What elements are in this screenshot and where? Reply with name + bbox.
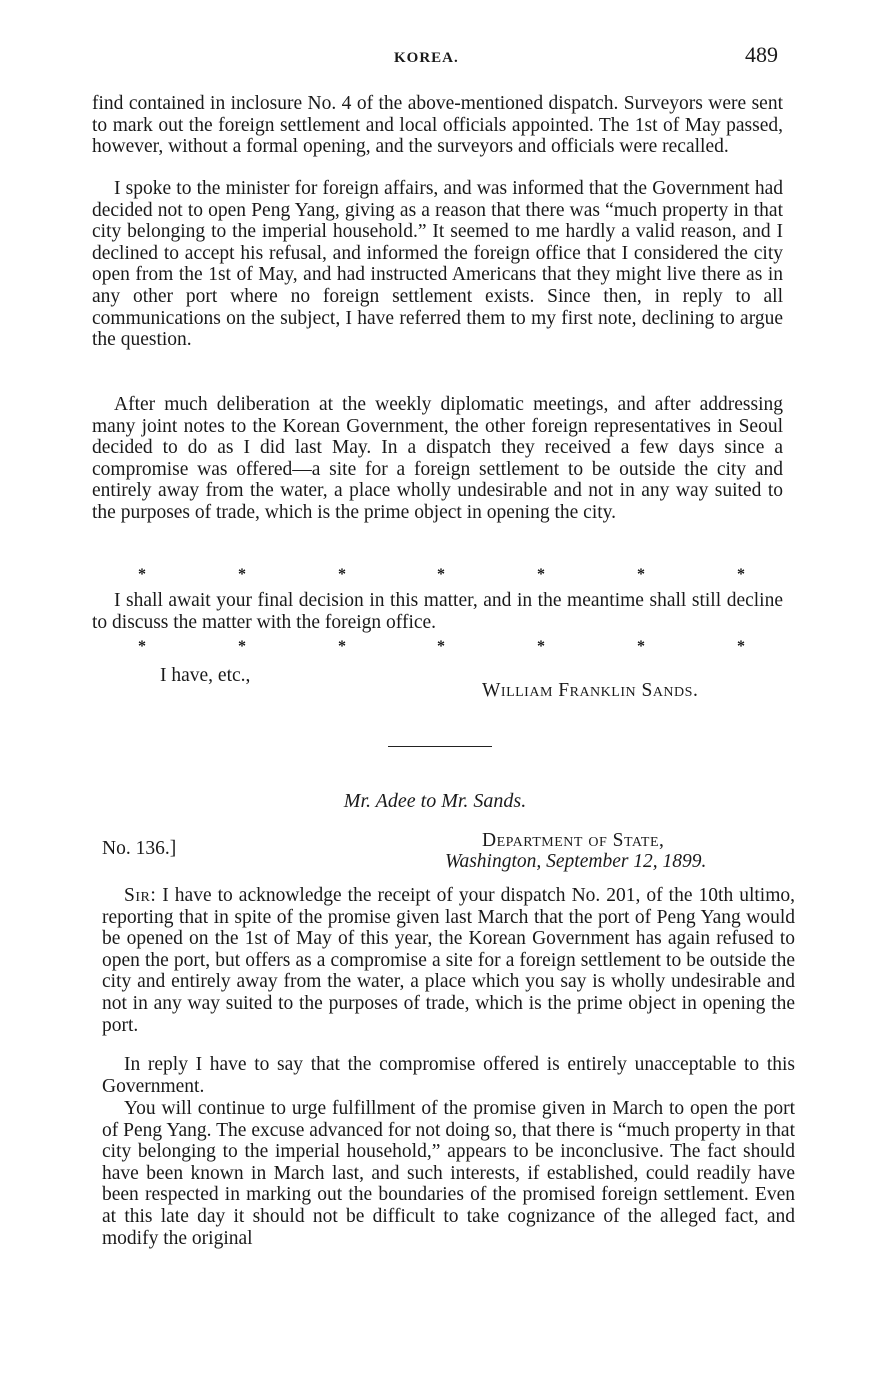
running-head bbox=[0, 42, 870, 72]
dispatch-one-paragraph-3 bbox=[92, 394, 783, 524]
page-number: 489 bbox=[745, 42, 778, 67]
dispatch-two-paragraph-2 bbox=[102, 1054, 795, 1097]
signature: William Franklin Sands. bbox=[482, 680, 699, 701]
paragraph-text: I shall await your final decision in this matter, and in the meantime shall still decline to discuss the matter with the foreign office. bbox=[92, 590, 783, 633]
paragraph-text: You will continue to urge fulfillment of the promise given in March to open the port of Peng Yang. The excuse advanced for not doing so, that there is “much property in that city belonging to the imperial household,” appears to be inconclusive. The fact should have been known in March last, and such interests, if established, could readily have been respected in marking out the boundaries of the promised foreign settlement. Even at this late day it should not be difficult to take cognizance of the alleged fact, and modify the original bbox=[102, 1098, 795, 1249]
dispatch-two-paragraph-3 bbox=[102, 1098, 795, 1249]
omission-star: * bbox=[138, 638, 146, 655]
dispatch-two-paragraph-1 bbox=[102, 885, 795, 1036]
omission-star: * bbox=[338, 638, 346, 655]
salutation-sir: Sir: bbox=[124, 885, 157, 906]
omission-star: * bbox=[637, 566, 645, 583]
paragraph-text: In reply I have to say that the compromise offered is entirely unacceptable to this Government. bbox=[102, 1054, 795, 1097]
paragraph-text: I spoke to the minister for foreign affairs, and was informed that the Government had decided not to open Peng Yang, giving as a reason that there was “much property in that city belonging to the imperial household.” It seemed to me hardly a valid reason, and I declined to accept his refusal, and informed the foreign office that I considered the city open from the 1st of May, and had instructed Americans that they might live there as in any other port where no foreign settlement exists. Since then, in reply to all communications on the subject, I have referred them to my first note, declining to argue the question. bbox=[92, 178, 783, 351]
omission-star: * bbox=[138, 566, 146, 583]
paragraph-text: I have to acknowledge the receipt of your dispatch No. 201, of the 10th ultimo, reporting that in spite of the promise given last March that the port of Peng Yang would be opened on the 1st of May of this year, the Korean Government has again refused to open the port, but offers as a compromise a site for a foreign settlement to be outside the city and entirely away from the water, a place which you say is wholly undesirable and not in any way suited to the purposes of trade, which is the prime object in opening the port. bbox=[102, 885, 795, 1036]
omission-star: * bbox=[537, 566, 545, 583]
dispatch-number: No. 136.] bbox=[102, 838, 177, 859]
letter-heading: Mr. Adee to Mr. Sands. bbox=[343, 790, 527, 812]
omission-star: * bbox=[637, 638, 645, 655]
running-title: KOREA. bbox=[394, 50, 459, 66]
dispatch-one-paragraph-2 bbox=[92, 178, 783, 351]
omission-star: * bbox=[737, 566, 745, 583]
omission-stars-2 bbox=[0, 638, 870, 656]
omission-star: * bbox=[737, 638, 745, 655]
omission-star: * bbox=[238, 566, 246, 583]
place-and-date: Washington, September 12, 1899. bbox=[445, 851, 707, 872]
omission-star: * bbox=[537, 638, 545, 655]
section-divider bbox=[388, 746, 492, 747]
paragraph-text: After much deliberation at the weekly diplomatic meetings, and after addressing many joint notes to the Korean Government, the other foreign representatives in Seoul decided to do as I did last May. In a dispatch they received a few days since a compromise was offered—a site for a foreign settlement to be outside the city and entirely away from the water, a place wholly undesirable and not in any way suited to the purposes of trade, which is the prime object in opening the city. bbox=[92, 394, 783, 523]
omission-star: * bbox=[437, 638, 445, 655]
department-name: Department of State, bbox=[482, 830, 665, 851]
omission-star: * bbox=[238, 638, 246, 655]
dispatch-one-paragraph-1 bbox=[92, 93, 783, 158]
dispatch-one-closing-paragraph bbox=[92, 590, 783, 633]
omission-star: * bbox=[437, 566, 445, 583]
paragraph-text: find contained in inclosure No. 4 of the above-mentioned dispatch. Surveyors were sent to mark out the foreign settlement and local officials appointed. The 1st of May passed, however, without a formal opening, and the surveyors and officials were recalled. bbox=[92, 93, 783, 158]
omission-stars-1 bbox=[0, 566, 870, 584]
salutation-closing: I have, etc., bbox=[160, 665, 251, 686]
omission-star: * bbox=[338, 566, 346, 583]
